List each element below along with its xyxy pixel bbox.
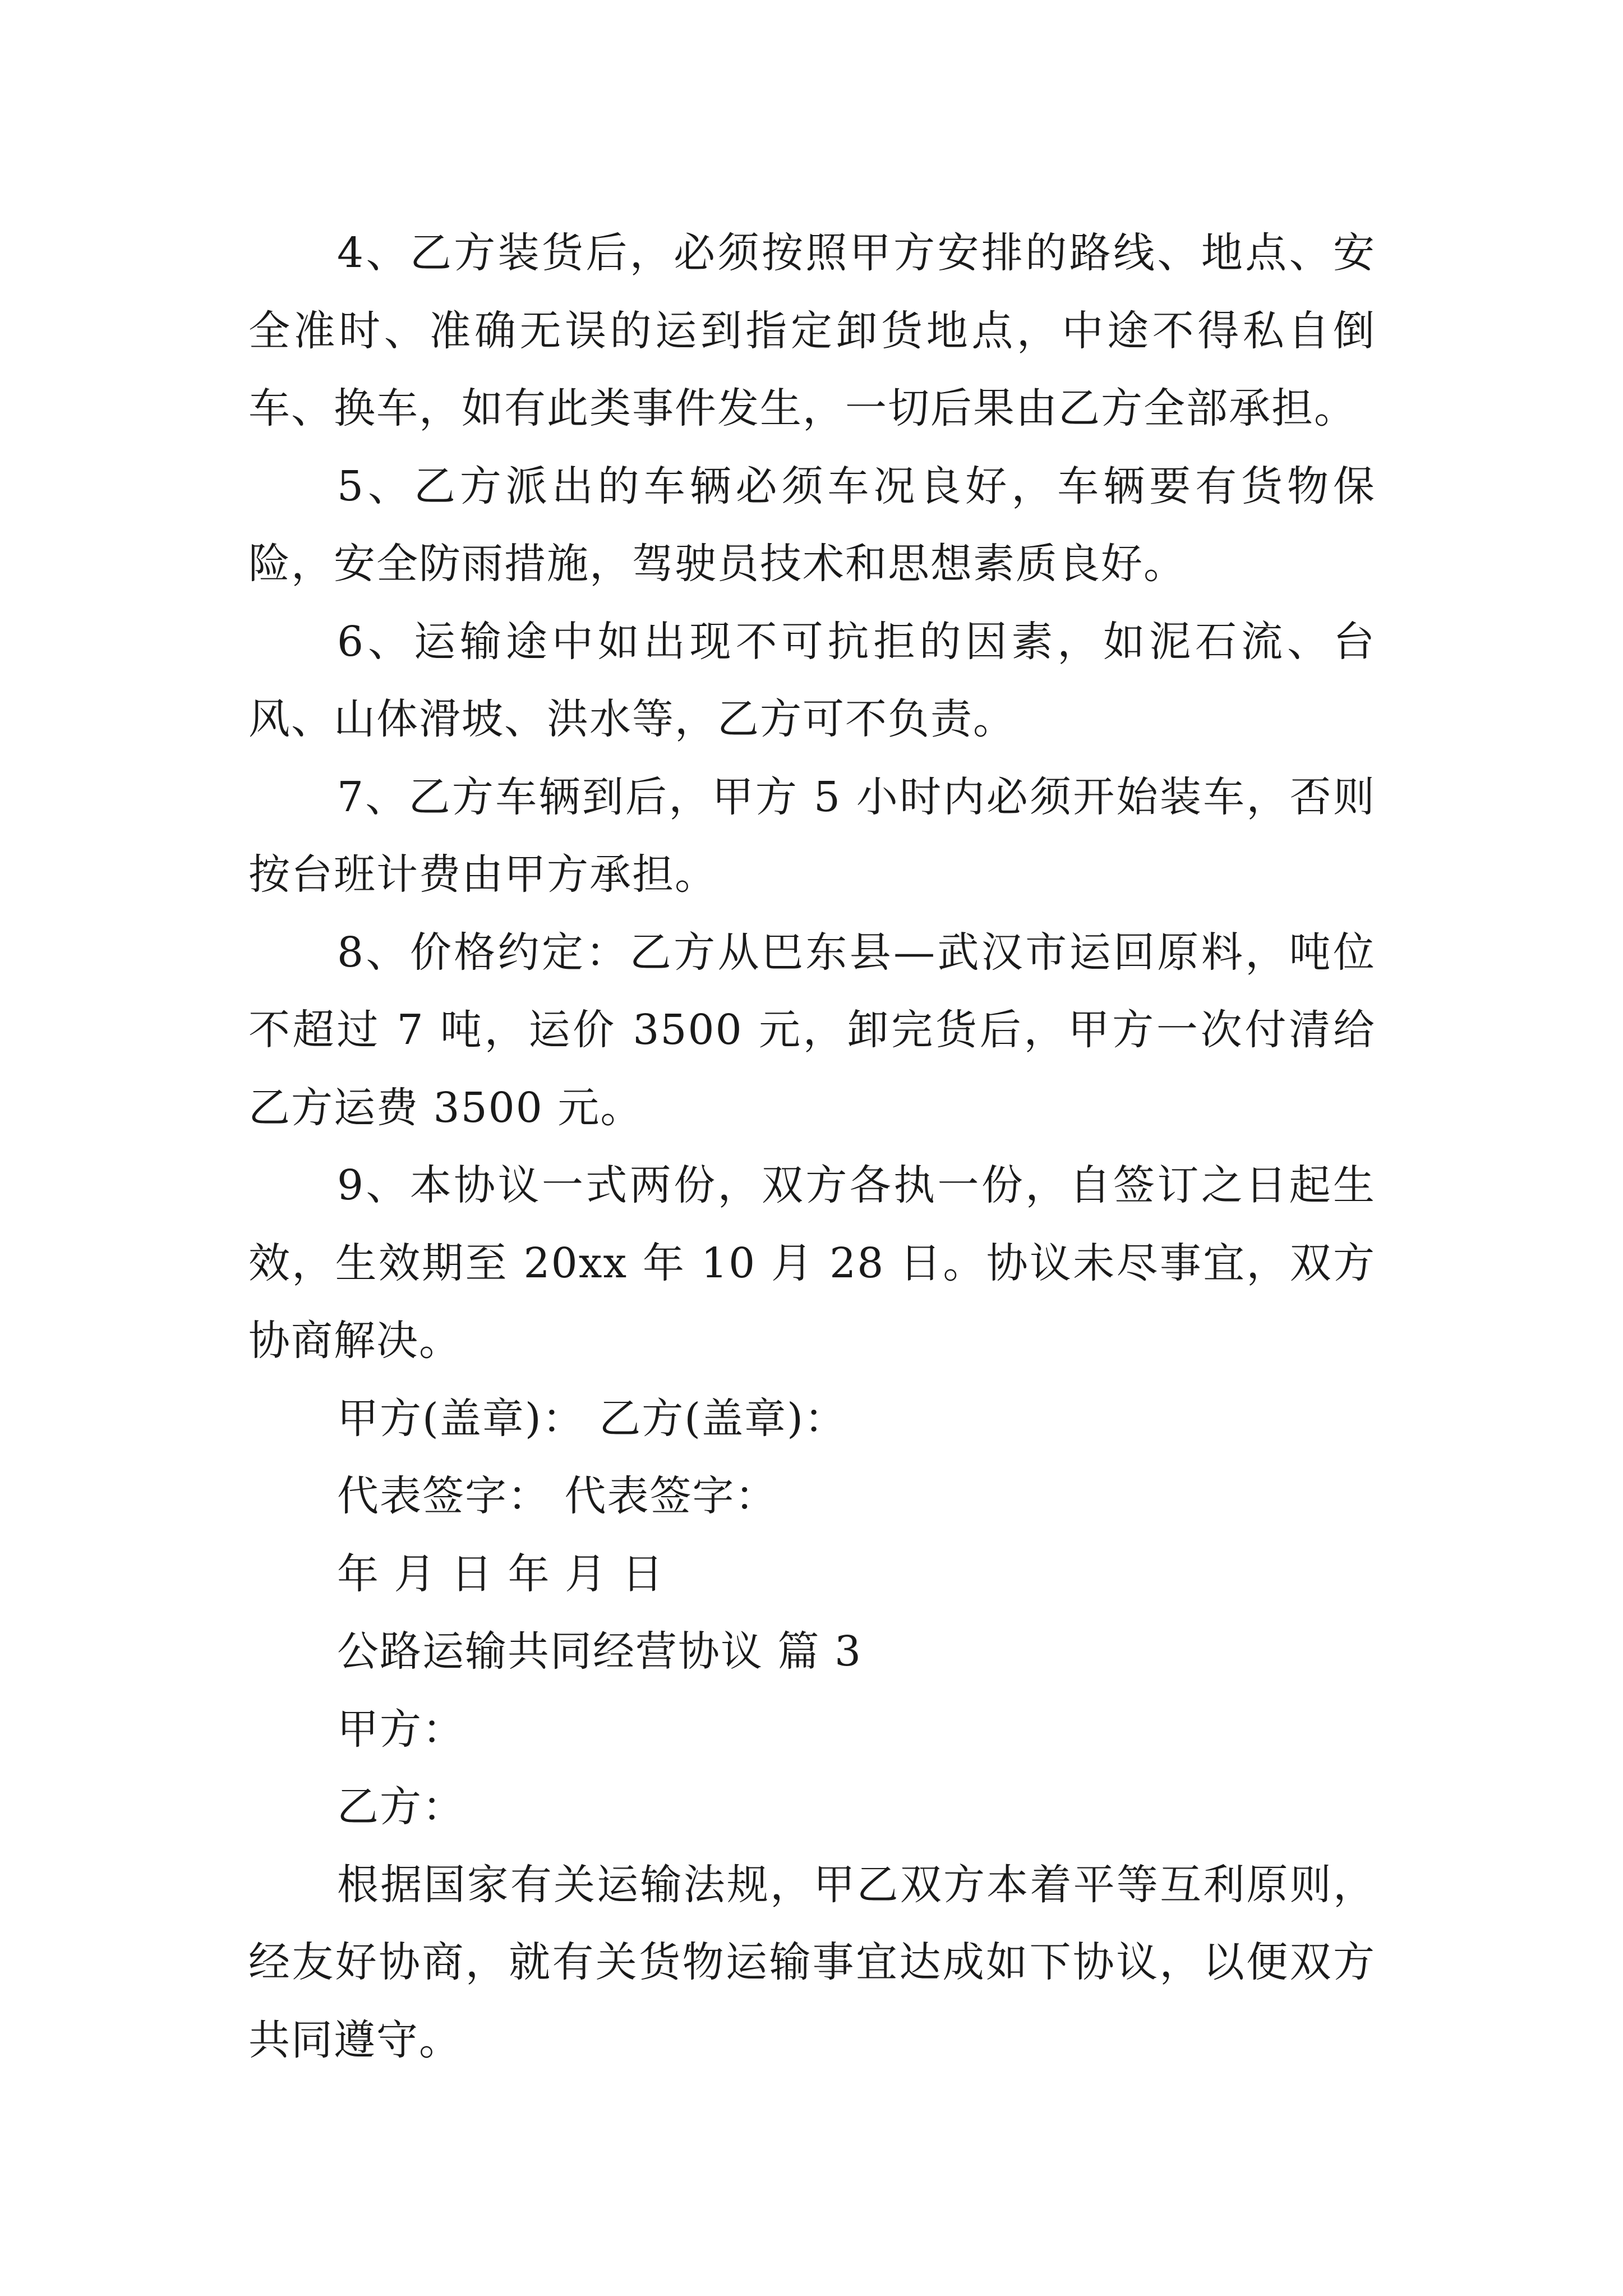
document-body [248, 214, 1376, 2079]
section-title: 公路运输共同经营协议 篇 3 [337, 1627, 863, 1676]
clause-4: 4、乙方装货后，必须按照甲方安排的路线、地点、安全准时、准确无误的运到指定卸货地点，中途不得私自倒车、换车，如有此类事件发生，一切后果由乙方全部承担。 [248, 229, 1376, 432]
intro-paragraph: 根据国家有关运输法规，甲乙双方本着平等互利原则，经友好协商，就有关货物运输事宜达成如下协议，以便双方共同遵守。 [248, 1860, 1376, 2064]
clause-5: 5、乙方派出的车辆必须车况良好，车辆要有货物保险，安全防雨措施，驾驶员技术和思想素质良好。 [248, 462, 1376, 588]
party-a-line: 甲方： [337, 1705, 465, 1754]
clause-7: 7、乙方车辆到后，甲方 5 小时内必须开始装车，否则按台班计费由甲方承担。 [248, 772, 1376, 899]
clause-9: 9、本协议一式两份，双方各执一份，自签订之日起生效，生效期至 20xx 年 10 月 28 日。协议未尽事宜，双方协商解决。 [248, 1161, 1376, 1365]
seal-line: 甲方(盖章)： 乙方(盖章)： [337, 1394, 847, 1443]
clause-8: 8、价格约定：乙方从巴东县—武汉市运回原料，吨位不超过 7 吨，运价 3500 元，卸完货后，甲方一次付清给乙方运费 3500 元。 [248, 928, 1376, 1132]
date-line: 年 月 日 年 月 日 [337, 1549, 665, 1598]
clause-6: 6、运输途中如出现不可抗拒的因素，如泥石流、台风、山体滑坡、洪水等，乙方可不负责。 [248, 617, 1376, 743]
party-b-line: 乙方： [337, 1783, 465, 1831]
representative-signature-line: 代表签字： 代表签字： [337, 1472, 778, 1520]
